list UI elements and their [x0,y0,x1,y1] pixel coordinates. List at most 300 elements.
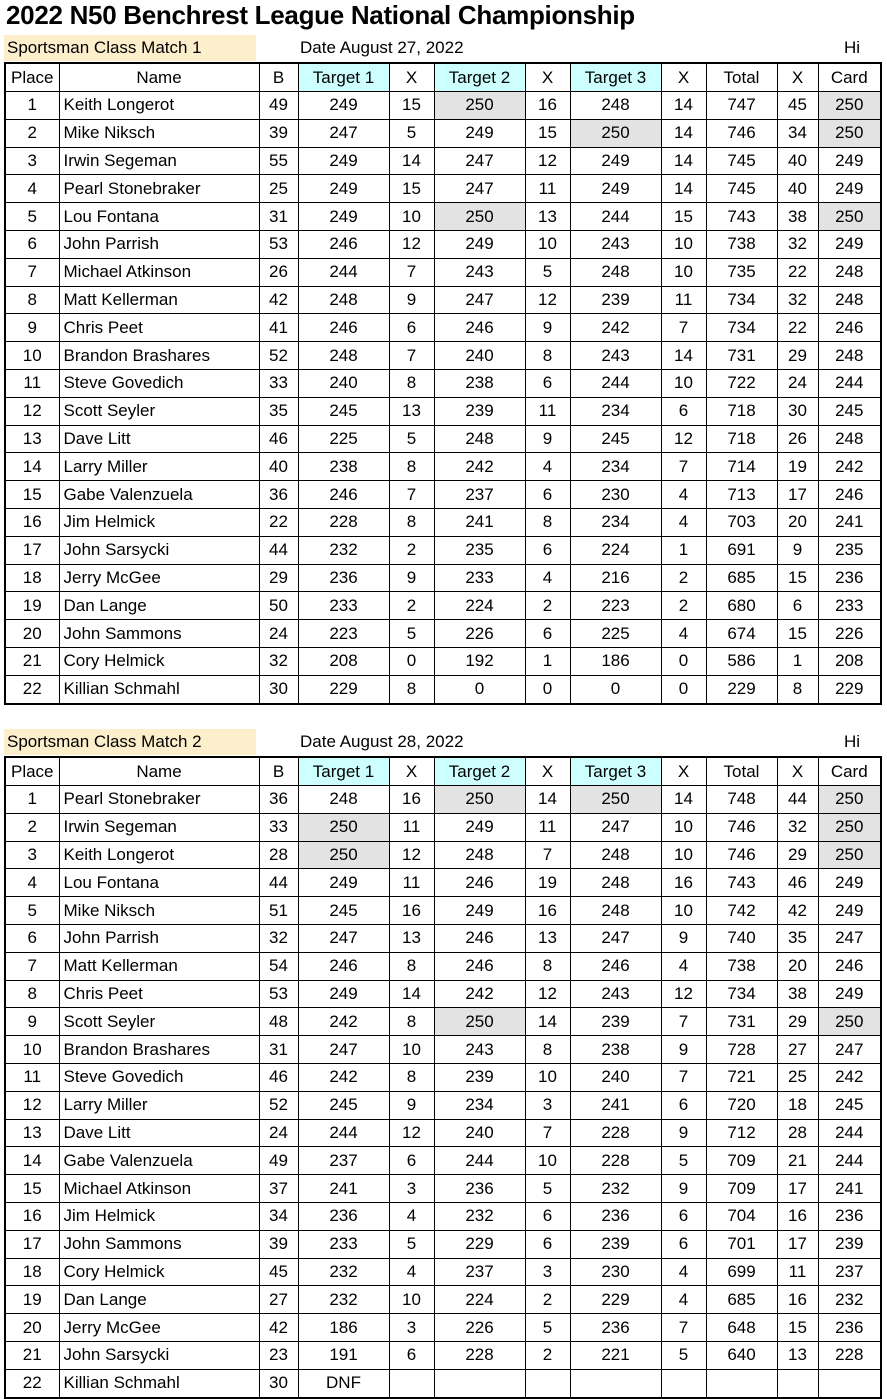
match-1-class-label: Sportsman Class Match 1 [4,35,256,61]
cell-total-x: 45 [777,92,818,120]
cell-target-2: 240 [434,342,525,370]
cell-target-1-x: 4 [389,1202,434,1230]
cell-target-1-x: 7 [389,258,434,286]
cell-place: 8 [5,980,59,1008]
cell-target-3 [570,1369,661,1397]
cell-target-1-x: 8 [389,453,434,481]
cell-target-3: 243 [570,342,661,370]
cell-bugs: 36 [259,481,298,509]
cell-place: 10 [5,342,59,370]
cell-place: 21 [5,1341,59,1369]
match-1-section [4,35,880,705]
cell-target-3: 239 [570,1008,661,1036]
cell-name: Larry Miller [59,453,259,481]
cell-target-1: 247 [298,924,389,952]
cell-target-3-x: 2 [661,592,706,620]
cell-target-3-x: 2 [661,564,706,592]
cell-total-x: 35 [777,924,818,952]
cell-total: 740 [706,924,777,952]
cell-name: Gabe Valenzuela [59,481,259,509]
cell-place: 12 [5,1091,59,1119]
cell-target-2: 243 [434,1036,525,1064]
table-row [5,980,881,1008]
cell-bugs: 31 [259,1036,298,1064]
cell-target-2: 232 [434,1202,525,1230]
cell-target-2-x: 2 [525,592,570,620]
cell-bugs: 49 [259,1147,298,1175]
cell-target-1-x: 12 [389,1119,434,1147]
cell-target-3-x: 16 [661,869,706,897]
cell-place: 17 [5,1230,59,1258]
cell-target-3-x: 9 [661,1036,706,1064]
cell-target-2: 246 [434,924,525,952]
cell-target-3: 248 [570,897,661,925]
cell-target-3-x: 6 [661,1202,706,1230]
table-row [5,1063,881,1091]
cell-target-1-x: 7 [389,342,434,370]
cell-total-x: 17 [777,1175,818,1203]
cell-hi-card: 246 [818,952,881,980]
cell-name: Brandon Brashares [59,1036,259,1064]
cell-target-3: 216 [570,564,661,592]
cell-total: 734 [706,286,777,314]
cell-target-2-x: 9 [525,425,570,453]
cell-bugs: 51 [259,897,298,925]
cell-bugs: 30 [259,1369,298,1397]
cell-target-3-x: 12 [661,425,706,453]
cell-target-3: 243 [570,980,661,1008]
cell-target-1-x: 8 [389,675,434,703]
table-row [5,1258,881,1286]
cell-total-x: 24 [777,369,818,397]
cell-target-2: 247 [434,175,525,203]
cell-target-3: 234 [570,453,661,481]
cell-hi-card: 250 [818,92,881,120]
cell-place: 16 [5,1202,59,1230]
cell-total-x: 19 [777,453,818,481]
cell-place: 15 [5,1175,59,1203]
cell-place: 19 [5,1286,59,1314]
cell-name: Mike Niksch [59,897,259,925]
cell-bugs: 30 [259,675,298,703]
table-row [5,175,881,203]
cell-bugs: 41 [259,314,298,342]
cell-target-3: 247 [570,924,661,952]
cell-target-2-x: 12 [525,286,570,314]
cell-place: 4 [5,869,59,897]
column-header-target-3: Target 3 [570,757,661,786]
cell-target-3: 238 [570,1036,661,1064]
cell-target-1: 245 [298,897,389,925]
cell-target-2: 246 [434,869,525,897]
cell-name: Lou Fontana [59,869,259,897]
match-2-results-table [4,756,882,1399]
cell-target-3: 249 [570,147,661,175]
cell-name: Keith Longerot [59,92,259,120]
cell-target-1: 241 [298,1175,389,1203]
cell-target-1: 186 [298,1314,389,1342]
cell-total: 685 [706,1286,777,1314]
table-row [5,924,881,952]
cell-target-1-x: 13 [389,397,434,425]
cell-bugs: 54 [259,952,298,980]
cell-target-3: 248 [570,841,661,869]
cell-total-x: 44 [777,786,818,814]
cell-target-2: 236 [434,1175,525,1203]
cell-name: Michael Atkinson [59,258,259,286]
cell-target-3: 229 [570,1286,661,1314]
cell-target-2-x: 3 [525,1091,570,1119]
cell-place: 12 [5,397,59,425]
cell-hi-card: 249 [818,230,881,258]
cell-target-2: 250 [434,786,525,814]
cell-target-2: 248 [434,841,525,869]
cell-target-1-x: 0 [389,647,434,675]
cell-name: Mike Niksch [59,119,259,147]
cell-total: 742 [706,897,777,925]
cell-bugs: 40 [259,453,298,481]
cell-hi-card: 245 [818,397,881,425]
cell-target-1: 233 [298,592,389,620]
cell-target-2-x: 11 [525,397,570,425]
cell-target-2-x: 13 [525,203,570,231]
cell-target-1: 244 [298,1119,389,1147]
cell-target-2-x [525,1369,570,1397]
cell-total: 746 [706,841,777,869]
cell-target-3: 228 [570,1119,661,1147]
cell-target-3-x: 10 [661,230,706,258]
cell-target-2-x: 12 [525,147,570,175]
cell-hi-card: 247 [818,924,881,952]
cell-target-3-x: 7 [661,314,706,342]
cell-total-x: 29 [777,342,818,370]
cell-target-2: 240 [434,1119,525,1147]
cell-total: 709 [706,1147,777,1175]
cell-bugs: 24 [259,1119,298,1147]
match-2-date: Date August 28, 2022 [300,732,464,751]
cell-target-1: 236 [298,564,389,592]
cell-target-3: 240 [570,1063,661,1091]
cell-target-3: 224 [570,536,661,564]
cell-target-2-x: 11 [525,813,570,841]
cell-target-3-x: 10 [661,369,706,397]
table-row [5,841,881,869]
cell-place: 21 [5,647,59,675]
table-row [5,1341,881,1369]
cell-bugs: 29 [259,564,298,592]
cell-hi-card [818,1369,881,1397]
cell-total-x: 25 [777,1063,818,1091]
cell-target-3-x: 4 [661,620,706,648]
table-row [5,536,881,564]
cell-total: 746 [706,813,777,841]
cell-place: 7 [5,258,59,286]
cell-target-2: 242 [434,980,525,1008]
cell-target-2-x: 10 [525,1063,570,1091]
cell-total: 714 [706,453,777,481]
cell-target-1-x: 8 [389,1063,434,1091]
cell-total: 701 [706,1230,777,1258]
cell-target-2: 249 [434,897,525,925]
cell-target-1-x: 6 [389,1147,434,1175]
cell-total-x: 15 [777,1314,818,1342]
cell-place: 2 [5,813,59,841]
cell-target-2: 250 [434,1008,525,1036]
cell-target-3-x: 14 [661,147,706,175]
cell-name: John Parrish [59,924,259,952]
cell-target-2-x: 12 [525,980,570,1008]
column-header-bugs: B [259,63,298,92]
cell-target-1: 245 [298,397,389,425]
cell-target-2-x: 2 [525,1341,570,1369]
cell-bugs: 24 [259,620,298,648]
cell-total-x: 29 [777,841,818,869]
table-row [5,119,881,147]
cell-total-x: 20 [777,508,818,536]
cell-name: Lou Fontana [59,203,259,231]
cell-hi-card: 228 [818,1341,881,1369]
cell-target-3: 236 [570,1314,661,1342]
cell-total: 738 [706,230,777,258]
cell-target-1-x: 9 [389,1091,434,1119]
cell-place: 4 [5,175,59,203]
cell-target-1: 232 [298,1286,389,1314]
cell-hi-card: 239 [818,1230,881,1258]
cell-total-x: 17 [777,1230,818,1258]
table-row [5,342,881,370]
cell-target-1-x: 16 [389,786,434,814]
cell-bugs: 33 [259,369,298,397]
cell-target-1-x: 5 [389,425,434,453]
table-row [5,564,881,592]
cell-target-1-x: 8 [389,369,434,397]
cell-target-1: 249 [298,980,389,1008]
cell-target-3-x: 4 [661,1258,706,1286]
column-header-target-3-x: X [661,63,706,92]
cell-place: 15 [5,481,59,509]
cell-target-2-x: 5 [525,1175,570,1203]
cell-target-2-x: 14 [525,786,570,814]
match-1-hi-label: Hi [843,38,860,57]
cell-bugs: 52 [259,1091,298,1119]
column-header-target-3: Target 3 [570,63,661,92]
cell-name: John Sammons [59,1230,259,1258]
table-row [5,314,881,342]
cell-name: John Sammons [59,620,259,648]
cell-hi-card: 208 [818,647,881,675]
cell-target-3-x: 4 [661,508,706,536]
cell-target-2-x: 6 [525,536,570,564]
cell-total: 586 [706,647,777,675]
cell-name: Steve Govedich [59,369,259,397]
cell-name: Pearl Stonebraker [59,175,259,203]
column-header-name: Name [59,757,259,786]
cell-target-2: 192 [434,647,525,675]
cell-target-2-x: 19 [525,869,570,897]
cell-target-2-x: 5 [525,258,570,286]
cell-name: Jim Helmick [59,508,259,536]
cell-total: 713 [706,481,777,509]
cell-target-1: 244 [298,258,389,286]
cell-name: Michael Atkinson [59,1175,259,1203]
cell-bugs: 55 [259,147,298,175]
cell-target-3-x: 14 [661,175,706,203]
cell-total [706,1369,777,1397]
table-row [5,1091,881,1119]
cell-target-3-x: 14 [661,92,706,120]
cell-total: 685 [706,564,777,592]
table-row [5,397,881,425]
cell-bugs: 32 [259,647,298,675]
cell-target-1-x: 10 [389,1036,434,1064]
table-header-row [5,63,881,92]
cell-target-2-x: 2 [525,1286,570,1314]
cell-bugs: 31 [259,203,298,231]
cell-hi-card: 250 [818,119,881,147]
cell-place: 20 [5,1314,59,1342]
match-1-date: Date August 27, 2022 [300,38,464,57]
cell-hi-card: 247 [818,1036,881,1064]
table-row [5,1175,881,1203]
cell-target-1: 247 [298,1036,389,1064]
cell-name: Matt Kellerman [59,286,259,314]
match-2-header [4,729,880,756]
cell-name: Chris Peet [59,314,259,342]
cell-target-2: 224 [434,1286,525,1314]
cell-hi-card: 233 [818,592,881,620]
cell-target-3-x: 9 [661,924,706,952]
cell-target-3-x: 4 [661,481,706,509]
cell-target-3: 230 [570,1258,661,1286]
cell-target-3: 223 [570,592,661,620]
table-row [5,425,881,453]
cell-target-2-x: 14 [525,1008,570,1036]
cell-place: 3 [5,147,59,175]
cell-place: 5 [5,203,59,231]
column-header-target-2-x: X [525,757,570,786]
cell-bugs: 22 [259,508,298,536]
cell-hi-card: 250 [818,1008,881,1036]
cell-total: 703 [706,508,777,536]
cell-total: 709 [706,1175,777,1203]
cell-total-x: 32 [777,813,818,841]
cell-place: 14 [5,1147,59,1175]
cell-target-1: 191 [298,1341,389,1369]
cell-total: 640 [706,1341,777,1369]
cell-total: 743 [706,203,777,231]
table-row [5,453,881,481]
cell-target-3: 234 [570,397,661,425]
cell-target-2-x: 8 [525,508,570,536]
cell-target-3: 244 [570,203,661,231]
cell-total: 731 [706,342,777,370]
cell-name: Matt Kellerman [59,952,259,980]
cell-target-2: 244 [434,1147,525,1175]
cell-place: 9 [5,314,59,342]
cell-name: Steve Govedich [59,1063,259,1091]
cell-name: John Parrish [59,230,259,258]
cell-target-3-x: 7 [661,1314,706,1342]
column-header-target-1: Target 1 [298,63,389,92]
table-row [5,258,881,286]
cell-target-1: 246 [298,481,389,509]
cell-total: 748 [706,786,777,814]
cell-target-3-x: 9 [661,1119,706,1147]
table-row [5,1119,881,1147]
table-row [5,147,881,175]
cell-bugs: 46 [259,1063,298,1091]
cell-target-2: 224 [434,592,525,620]
cell-place: 3 [5,841,59,869]
cell-target-2-x: 1 [525,647,570,675]
column-header-place: Place [5,63,59,92]
cell-target-1: 250 [298,813,389,841]
cell-target-3-x: 10 [661,258,706,286]
table-row [5,675,881,703]
cell-total: 648 [706,1314,777,1342]
cell-target-1-x: 10 [389,203,434,231]
cell-total-x: 21 [777,1147,818,1175]
cell-target-1: 245 [298,1091,389,1119]
cell-bugs: 26 [259,258,298,286]
cell-target-3-x: 0 [661,647,706,675]
page-title: 2022 N50 Benchrest League National Championship [6,0,635,30]
cell-target-1-x: 11 [389,813,434,841]
cell-total-x: 22 [777,314,818,342]
cell-target-3-x: 4 [661,1286,706,1314]
cell-bugs: 28 [259,841,298,869]
cell-bugs: 50 [259,592,298,620]
cell-target-1: DNF [298,1369,389,1397]
cell-target-2-x: 10 [525,230,570,258]
cell-total-x: 15 [777,620,818,648]
cell-place: 6 [5,230,59,258]
cell-name: Dan Lange [59,592,259,620]
cell-target-3-x: 4 [661,952,706,980]
cell-target-1-x: 5 [389,119,434,147]
table-row [5,481,881,509]
cell-place: 11 [5,1063,59,1091]
cell-target-1: 225 [298,425,389,453]
cell-hi-card: 249 [818,897,881,925]
cell-target-1: 248 [298,786,389,814]
cell-target-3: 248 [570,258,661,286]
cell-target-2: 241 [434,508,525,536]
cell-target-1-x: 11 [389,869,434,897]
cell-name: Cory Helmick [59,1258,259,1286]
cell-target-2-x: 0 [525,675,570,703]
cell-target-3-x: 10 [661,897,706,925]
cell-total-x: 29 [777,1008,818,1036]
cell-target-2-x: 6 [525,369,570,397]
cell-total-x: 15 [777,564,818,592]
column-header-target-2: Target 2 [434,63,525,92]
cell-target-3-x: 0 [661,675,706,703]
cell-target-2-x: 16 [525,897,570,925]
cell-target-2-x: 6 [525,1202,570,1230]
cell-place: 13 [5,1119,59,1147]
cell-target-1-x: 14 [389,147,434,175]
cell-target-1-x: 2 [389,592,434,620]
cell-total: 722 [706,369,777,397]
cell-hi-card: 244 [818,369,881,397]
cell-hi-card: 250 [818,786,881,814]
cell-hi-card: 235 [818,536,881,564]
cell-total: 229 [706,675,777,703]
cell-place: 6 [5,924,59,952]
cell-target-2-x: 7 [525,1119,570,1147]
cell-total: 699 [706,1258,777,1286]
